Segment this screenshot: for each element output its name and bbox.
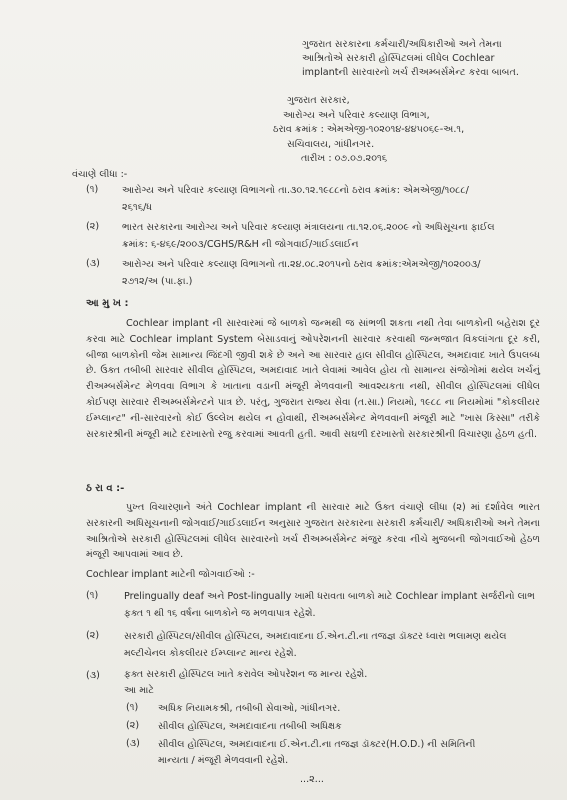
sub-item-number: (૨) bbox=[126, 720, 140, 731]
reference-text: આરોગ્ય અને પરિવાર કલ્યાણ વિભાગનો તા.૩૦.૧૨.૧૯૮૮નો ઠરાવ ક્રમાંક: એમએજી/૧૦૮૮/ bbox=[122, 185, 469, 196]
sub-item-text: અધિક નિયામકશ્રી, તબીબી સેવાઓ, ગાંધીનગર. bbox=[158, 703, 341, 714]
reference-text: ક્રમાંક: ૬-૪૬૯/૨૦૦૩/CGHS/R&H ની જોગવાઈ/ગાઈડલાઈન bbox=[122, 239, 359, 250]
department-name: આરોગ્ય અને પરિવાર કલ્યાણ વિભાગ, bbox=[283, 109, 430, 121]
sub-item-text: સીવીલ હોસ્પિટલ, અમદાવાદના ઈ.એન.ટી.ના તજજ્ઞ ડૉક્ટર(H.O.D.) ની સમિતિની bbox=[158, 739, 476, 750]
resolution-date: તારીખ : ૦૭.૦૭.૨૦૧૬ bbox=[301, 153, 388, 164]
provision-text: સરકારી હોસ્પિટલ/સીવીલ હોસ્પિટલ, અમદાવાદના ઈ.એન.ટી.ના તજજ્ઞ ડૉક્ટર ધ્વારા ભલામણ થયેલ bbox=[124, 631, 507, 642]
reference-text: ૨૭૧૨/અ (પા.ફા.) bbox=[122, 276, 193, 287]
provision-number: (૨) bbox=[86, 630, 100, 641]
reference-text: ૨૬૧૬/ધ bbox=[122, 202, 153, 213]
sub-item-text: સીવીલ હોસ્પિટલ, અમદાવાદના તબીબી અધિક્ષક bbox=[158, 721, 342, 732]
government-name: ગુજરાત સરકાર, bbox=[287, 95, 350, 106]
provision-number: (૩) bbox=[86, 670, 100, 681]
reference-number: (૩) bbox=[86, 258, 100, 269]
provision-text: મલ્ટીચેનલ કોકલીયર ઈમ્પ્લાન્ટ માન્ય રહેશે. bbox=[124, 648, 297, 659]
sub-item-text: માન્યતા / મંજૂરી મેળવવાની રહેશે. bbox=[158, 755, 289, 766]
reference-number: (૧) bbox=[86, 184, 99, 195]
office-header bbox=[273, 94, 464, 167]
subject-line: ગુજરાત સરકારના કર્મચારી/અધિકારીઓ અને તેમના bbox=[302, 39, 502, 50]
provision-text: આ માટે bbox=[124, 685, 154, 696]
continued-marker: ...૨... bbox=[300, 774, 324, 785]
subject-line: implantની સારવારનો ખર્ચ રીઅમ્બર્સમેન્ટ કરવા બાબત. bbox=[302, 67, 519, 78]
provision-text: Prelingually deaf અને Post-lingually ખામી ધરાવતા બાળકો માટે Cochlear implant સર્જરીનો લાભ bbox=[124, 591, 535, 602]
preamble-paragraph: Cochlear implant ની સારવારમાં જે બાળકો જન્મથી જ સાંભળી શકતા નથી તેવા બાળકોની બહેરાશ દૂર કરવા માટે Cochlear implant System બેસાડવાનું ઓપરેશનની સારવાર કરવાથી જન્મજાત વિકલાંગતા દૂર કરી, બીજા બાળકોની જેમ સામાન્ય જિંદગી જીવી શકે છે અને આ સારવાર હાલ સીવીલ હોસ્પિટલ, અમદાવાદ ખાતે ઉપલબ્ધ છે. ઉક્ત તબીબી સારવાર સીવીલ હોસ્પિટલ, અમદાવાદ ખાતે લેવામાં આવેલ હોય તો સામાન્ય સંજોગોમાં થયેલ ખર્ચનું રીઅમ્બર્સમેન્ટ મેળવવા વિભાગ કે ખાતાના વડાની મંજૂરી મેળવવાની આવશ્યકતા નથી, સીવીલ હોસ્પિટલમાં લીધેલ કોઈપણ સારવાર રીઅમ્બર્સમેન્ટને પાત્ર છે. પરંતુ, ગુજરાત રાજ્ય સેવા (ત.સા.) નિયમો, ૧૯૮૮ ના નિયમોમાં "કોકલીયર ઈમ્પ્લાન્ટ" ની-સારવારનો કોઈ ઉલ્લેખ થયેલ ન હોવાથી, રીઅમ્બર્સમેન્ટ મેળવવાની મંજૂરી માટે "ખાસ કિસ્સા" તરીકે સરકારશ્રીની મંજૂરી માટે દરખાસ્તો રજુ કરવામાં આવતી હતી. આવી સઘળી દરખાસ્તો સરકારશ્રીની વિચારણા હેઠળ હતી. bbox=[86, 318, 540, 440]
office-place: સચિવાલય, ગાંધીનગર. bbox=[287, 138, 375, 150]
provision-text: ફક્ત ૧ થી ૧૬ વર્ષના બાળકોને જ મળવાપાત્ર રહેશે. bbox=[124, 608, 316, 619]
reference-text: ભારત સરકારના આરોગ્ય અને પરિવાર કલ્યાણ મંત્રાલયના તા.૧૨.૦૬.૨૦૦૯ નો અધિસૂચના ફાઈલ bbox=[122, 222, 495, 233]
provision-number: (૧) bbox=[86, 590, 99, 601]
subject-block bbox=[302, 38, 552, 80]
sub-item-number: (૧) bbox=[126, 702, 139, 713]
provision-text: ફક્ત સરકારી હોસ્પિટલ ખાતે કરાવેલ ઓપરેશન જ માન્ય રહેશે. bbox=[124, 669, 368, 680]
resolution-heading: ઠ રા વ :- bbox=[86, 483, 125, 494]
sub-item-number: (૩) bbox=[126, 738, 140, 749]
resolution-paragraph: પુખ્ત વિચારણાને અંતે Cochlear implant ની સારવાર માટે ઉક્ત વંચાણે લીધા (૨) માં દર્શાવેલ ભારત સરકારની અધિસૂચનાની જોગવાઈ/ગાઈડલાઈન અનુસાર ગુજરાત સરકારના સરકારી કર્મચારી/ અધિકારીઓ અને તેમના આશ્રિતોએ સરકારી હોસ્પિટલમાં લીધેલ સારવારનો ખર્ચ રીઅમ્બર્સમેન્ટ મંજુર કરવા નીચે મુજબની જોગવાઈઓ હેઠળ મંજૂરી આપવામાં આવ છે. bbox=[86, 502, 540, 561]
preamble-heading: આ મુ ખ : bbox=[86, 298, 129, 309]
references-heading: વંચાણે લીધા :- bbox=[72, 169, 128, 180]
resolution-number: ઠરાવ ક્રમાંક : એમએજી-૧૦૨૦૧૪-૪૪૫૦૬૯-અ.૧, bbox=[273, 124, 465, 135]
provisions-heading: Cochlear implant માટેની જોગવાઈઓ :- bbox=[86, 569, 255, 580]
reference-number: (૨) bbox=[86, 221, 100, 232]
subject-line: આશ્રિતોએ સરકારી હોસ્પિટલમાં લીધેલ Cochlear bbox=[302, 53, 495, 64]
reference-text: આરોગ્ય અને પરિવાર કલ્યાણ વિભાગનો તા.૨૪.૦૮.૨૦૧૫નો ઠરાવ ક્રમાંક:એમએજી/૧૦૨૦૦૩/ bbox=[122, 259, 481, 270]
